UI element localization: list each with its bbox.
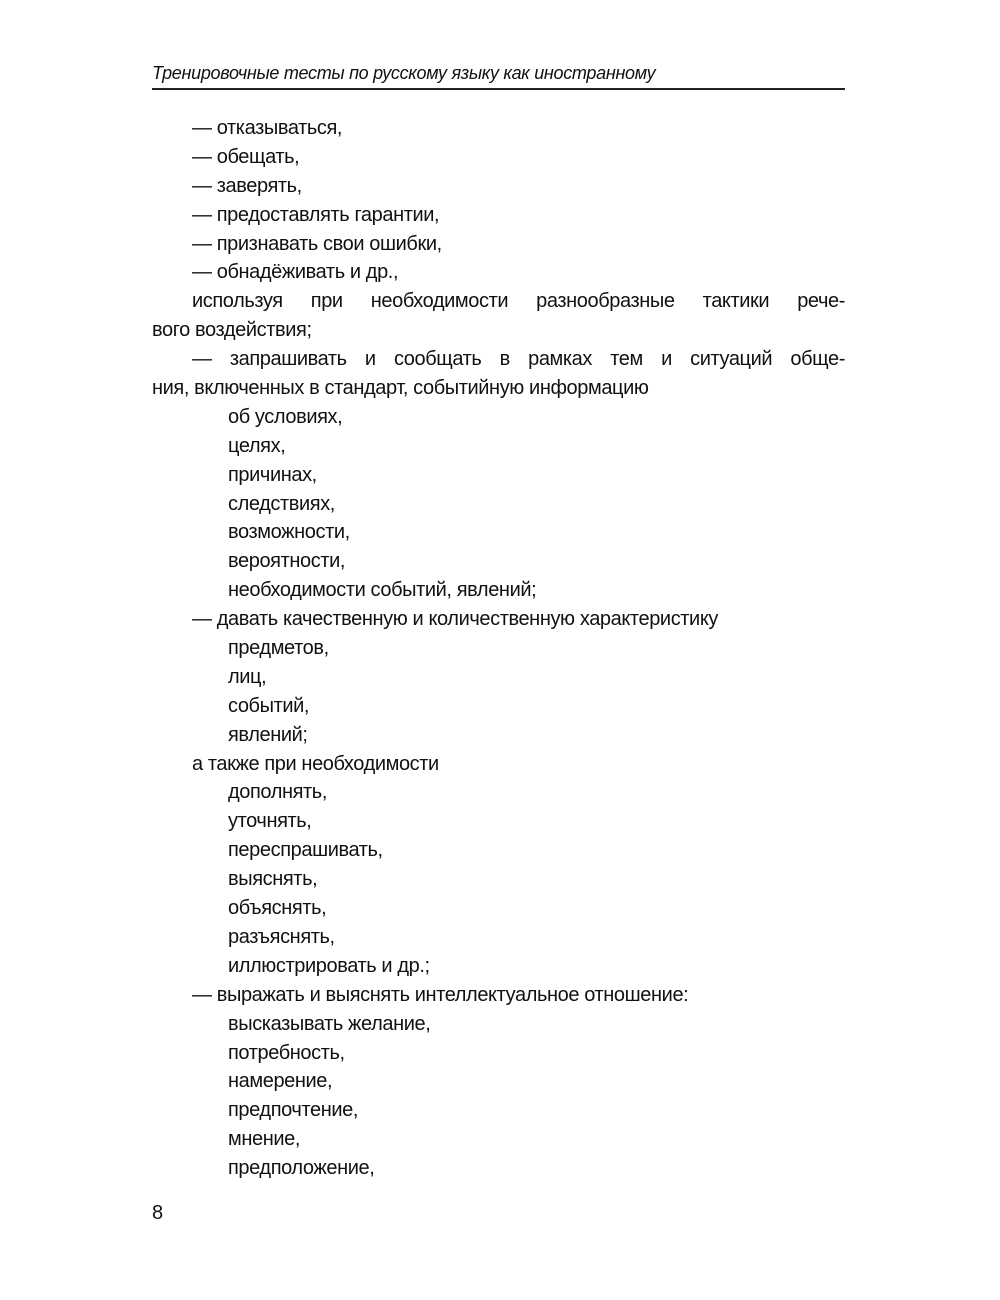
text-line: а также при необходимости xyxy=(192,752,439,775)
text-line: предметов, xyxy=(228,637,329,660)
text-line: мнение, xyxy=(228,1128,301,1151)
text-line: — запрашивать и сообщать в рамках тем и ситуаций обще- xyxy=(192,348,845,371)
text-line: — обнадёживать и др., xyxy=(192,261,399,284)
text-line: лиц, xyxy=(228,665,267,688)
text-line: — отказываться, xyxy=(192,117,343,139)
text-line: намерение, xyxy=(228,1070,333,1093)
text-line: — давать качественную и количественную характеристику xyxy=(192,608,718,631)
text-line: потребность, xyxy=(228,1041,345,1064)
text-line: явлений; xyxy=(228,723,308,746)
text-line: вого воздействия; xyxy=(152,319,312,342)
body-text xyxy=(152,114,845,1183)
text-line: объяснять, xyxy=(228,897,327,920)
text-line: возможности, xyxy=(228,521,350,544)
text-line: — признавать свои ошибки, xyxy=(192,232,442,255)
text-line: событий, xyxy=(228,694,310,717)
text-line: предпочтение, xyxy=(228,1099,358,1122)
text-line: уточнять, xyxy=(228,810,312,833)
text-line: используя при необходимости разнообразные тактики рече- xyxy=(192,290,845,313)
text-line: выяснять, xyxy=(228,868,318,891)
text-line: целях, xyxy=(228,434,286,457)
text-line: — заверять, xyxy=(192,174,302,197)
page-number: 8 xyxy=(152,1202,164,1224)
text-line: иллюстрировать и др.; xyxy=(228,954,430,977)
running-head: Тренировочные тесты по русскому языку как иностранному xyxy=(152,63,656,83)
text-line: — выражать и выяснять интеллектуальное отношение: xyxy=(192,983,689,1006)
text-line: переспрашивать, xyxy=(228,839,383,862)
text-line: следствиях, xyxy=(228,492,335,515)
text-line: причинах, xyxy=(228,463,317,486)
text-line: необходимости событий, явлений; xyxy=(228,579,537,602)
text-line: вероятности, xyxy=(228,550,346,573)
text-line: предположение, xyxy=(228,1157,375,1180)
text-line: — предоставлять гарантии, xyxy=(192,203,440,226)
text-line: — обещать, xyxy=(192,145,300,168)
header-rule xyxy=(152,88,845,90)
text-line: разъяснять, xyxy=(228,925,335,948)
text-line: ния, включенных в стандарт, событийную информацию xyxy=(152,377,649,400)
text-line: дополнять, xyxy=(228,781,327,804)
text-line: высказывать желание, xyxy=(228,1012,431,1035)
text-line: об условиях, xyxy=(228,405,343,428)
